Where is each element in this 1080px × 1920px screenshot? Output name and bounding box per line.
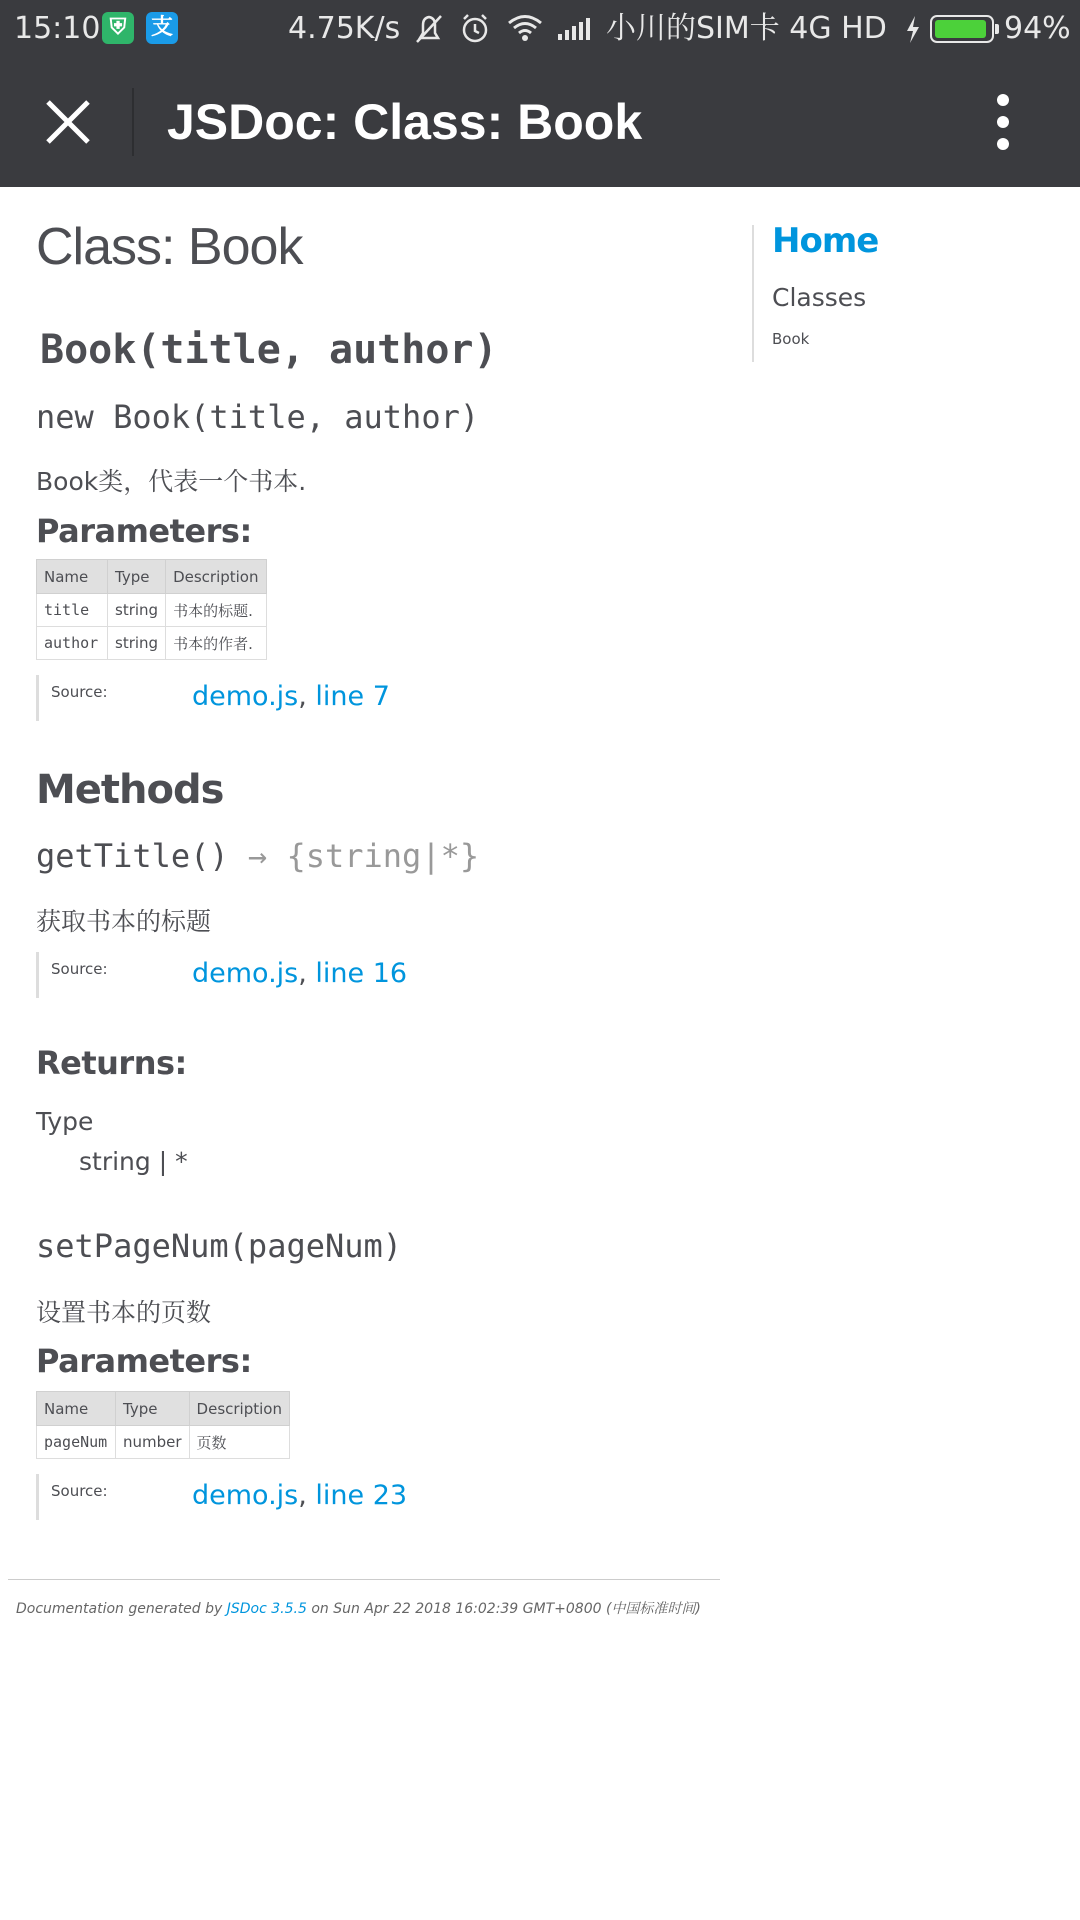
alarm-icon	[458, 0, 492, 58]
set-page-num-params-table	[36, 1391, 290, 1459]
footer-text	[16, 1598, 701, 1618]
constructor-title: Book(title, author)	[40, 327, 498, 373]
source-separator: ,	[298, 681, 316, 712]
source-line-link[interactable]: line 23	[315, 1480, 408, 1511]
constructor-params-heading: Parameters:	[36, 512, 252, 550]
method-set-page-num-signature: setPageNum(pageNum)	[36, 1227, 403, 1265]
param-description: 页数	[189, 1426, 289, 1459]
source-line-link[interactable]: line 16	[315, 958, 408, 989]
network-speed: 4.75K/s	[288, 11, 401, 46]
param-type: string	[108, 594, 166, 627]
table-row	[37, 627, 267, 660]
set-page-num-source	[36, 1474, 436, 1520]
carrier-label: 小川的SIM卡 4G HD	[606, 11, 887, 46]
web-content[interactable]	[0, 187, 1080, 1920]
alipay-icon: 支	[146, 12, 178, 44]
source-label: Source:	[51, 683, 108, 701]
source-file-link[interactable]: demo.js	[192, 681, 299, 712]
nav-home-link[interactable]: Home	[772, 221, 879, 261]
returns-type-value: string | *	[79, 1147, 188, 1176]
param-type: number	[116, 1426, 190, 1459]
param-description: 书本的标题.	[166, 594, 266, 627]
app-bar-divider	[132, 88, 134, 156]
params-header-type: Type	[116, 1392, 190, 1426]
app-bar-title: JSDoc: Class: Book	[167, 94, 643, 150]
signal-icon	[556, 0, 592, 58]
source-file-link[interactable]: demo.js	[192, 958, 299, 989]
method-get-title-signature	[36, 837, 479, 875]
source-line-link[interactable]: line 7	[315, 681, 390, 712]
footer-divider	[8, 1579, 720, 1580]
params-header-name: Name	[37, 560, 108, 594]
method-name: getTitle()	[36, 837, 229, 875]
source-separator: ,	[298, 958, 316, 989]
more-options-button[interactable]	[978, 84, 1028, 160]
method-set-page-num-description: 设置书本的页数	[36, 1298, 212, 1327]
method-return-type: → {string|*}	[247, 837, 480, 875]
table-row	[37, 594, 267, 627]
param-name: author	[37, 627, 108, 660]
param-description: 书本的作者.	[166, 627, 266, 660]
methods-heading: Methods	[36, 767, 224, 813]
constructor-description: Book类，代表一个书本.	[36, 467, 307, 496]
param-name: pageNum	[37, 1426, 116, 1459]
source-label: Source:	[51, 1482, 108, 1500]
status-bar	[0, 0, 1080, 58]
source-label: Source:	[51, 960, 108, 978]
status-time: 15:10	[14, 11, 101, 46]
returns-type-label: Type	[36, 1107, 94, 1136]
constructor-source	[36, 675, 436, 721]
source-separator: ,	[298, 1480, 316, 1511]
footer-prefix: Documentation generated by	[16, 1601, 227, 1617]
close-icon	[43, 97, 93, 147]
param-type: string	[108, 627, 166, 660]
battery-icon	[930, 15, 994, 43]
page-title: Class: Book	[36, 218, 303, 276]
battery-percent: 94%	[1004, 11, 1071, 46]
battery-level	[935, 20, 986, 38]
jsdoc-link[interactable]: JSDoc 3.5.5	[226, 1601, 307, 1617]
nav-classes-heading: Classes	[772, 283, 867, 312]
charging-icon	[904, 0, 922, 58]
param-name: title	[37, 594, 108, 627]
table-row	[37, 1426, 290, 1459]
params-header-description: Description	[166, 560, 266, 594]
wifi-icon	[506, 0, 544, 58]
params-header-name: Name	[37, 1392, 116, 1426]
more-vertical-icon	[997, 94, 1009, 106]
mute-icon	[412, 0, 446, 58]
returns-heading: Returns:	[36, 1044, 187, 1082]
get-title-source	[36, 952, 436, 998]
app-bar	[0, 58, 1080, 187]
params-header-type: Type	[108, 560, 166, 594]
set-page-num-params-heading: Parameters:	[36, 1342, 252, 1380]
source-file-link[interactable]: demo.js	[192, 1480, 299, 1511]
nav-book-link[interactable]: Book	[772, 330, 810, 348]
constructor-params-table	[36, 559, 267, 660]
close-button[interactable]	[30, 84, 106, 160]
params-header-description: Description	[189, 1392, 289, 1426]
side-nav	[752, 221, 1052, 362]
shield-app-icon: ⛨	[102, 12, 134, 44]
footer-suffix: on Sun Apr 22 2018 16:02:39 GMT+0800 (中国标准时间)	[306, 1601, 701, 1617]
constructor-signature: new Book(title, author)	[36, 398, 480, 436]
method-get-title-description: 获取书本的标题	[36, 907, 212, 936]
